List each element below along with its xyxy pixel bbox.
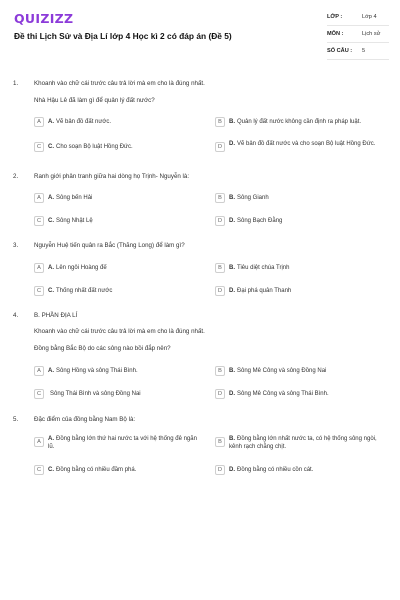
option-text [48, 366, 138, 375]
option-letter-box: B [215, 366, 225, 376]
option-b[interactable] [215, 193, 387, 203]
option-letter-box: A [34, 193, 44, 203]
quizizz-logo: QUIZIZZ [14, 11, 74, 26]
option-label: Tiêu diệt chúa Trịnh [237, 265, 290, 271]
option-label: Sông Mê Công và sông Thái Bình. [237, 391, 329, 397]
option-text [48, 117, 111, 126]
option-label: Sông Hồng và sông Thái Bình. [56, 368, 138, 374]
question-text: Đồng bằng Bắc Bộ do các sông nào bồi đắp nên? [34, 345, 171, 352]
option-text [229, 389, 329, 398]
option-letter-box: B [215, 263, 225, 273]
option-letter: C. [48, 218, 54, 224]
option-letter-box: C [34, 286, 44, 296]
question-text: Nguyễn Huệ tiến quân ra Bắc (Thăng Long) để làm gì? [34, 242, 185, 249]
option-letter-box: D [215, 286, 225, 296]
option-c[interactable] [34, 216, 204, 226]
worksheet-meta [327, 9, 389, 60]
option-d[interactable] [215, 139, 387, 152]
option-label: Vẽ bản đồ đất nước và cho soạn Bộ luật Hồng Đức. [237, 141, 376, 147]
option-a[interactable] [34, 193, 204, 203]
option-text [48, 465, 136, 474]
option-label: Đồng bằng lớn thứ hai nước ta với hệ thống đê ngăn lũ. [48, 436, 197, 450]
option-letter: A. [48, 368, 54, 374]
option-text [229, 263, 289, 272]
option-letter: A. [48, 436, 54, 442]
option-letter: A. [48, 119, 54, 125]
option-letter: A. [48, 195, 54, 201]
option-text [229, 286, 291, 295]
option-a[interactable] [34, 117, 204, 127]
option-letter: D. [229, 218, 235, 224]
option-text [229, 434, 387, 451]
option-letter-box: D [215, 142, 225, 152]
option-letter: C. [48, 467, 54, 473]
meta-label: SỐ CÂU : [327, 48, 353, 54]
option-c[interactable] [34, 465, 204, 475]
option-label: Đồng bằng lớn nhất nước ta, có hệ thống sông ngòi, kênh rạch chằng chịt. [229, 436, 377, 450]
option-text [48, 286, 112, 295]
worksheet-title: Đề thi Lịch Sử và Địa Lí lớp 4 Học kì 2 có đáp án (Đề 5) [14, 31, 232, 41]
option-a[interactable] [34, 434, 204, 451]
option-text [48, 142, 133, 151]
option-letter-box: C [34, 389, 44, 399]
option-text [229, 216, 282, 225]
option-label: Sông Nhật Lệ [56, 218, 93, 224]
option-letter-box: D [215, 216, 225, 226]
option-letter: C. [48, 288, 54, 294]
meta-value: Lớp 4 [362, 14, 377, 20]
option-label: Lên ngôi Hoàng đế [56, 265, 107, 271]
option-letter-box: A [34, 366, 44, 376]
option-c[interactable] [34, 286, 204, 296]
question-instruction: Khoanh vào chữ cái trước câu trả lời mà em cho là đúng nhất. [34, 80, 205, 87]
option-letter-box: C [34, 465, 44, 475]
option-letter: B. [229, 368, 235, 374]
option-letter-box: C [34, 216, 44, 226]
option-text [229, 117, 361, 126]
option-label: Thống nhất đất nước [56, 288, 113, 294]
option-text [48, 263, 107, 272]
meta-label: MÔN : [327, 31, 344, 37]
option-letter: D. [229, 391, 235, 397]
meta-value: 5 [362, 48, 366, 54]
option-d[interactable] [215, 216, 387, 226]
option-text [229, 465, 313, 474]
meta-row-subject [327, 26, 389, 43]
question-text: Ranh giới phân tranh giữa hai dòng họ Trịnh- Nguyễn là: [34, 173, 190, 180]
option-text [48, 193, 92, 202]
option-letter: A. [48, 265, 54, 271]
option-d[interactable] [215, 389, 387, 399]
option-a[interactable] [34, 263, 204, 273]
option-letter-box: C [34, 142, 44, 152]
option-text [229, 139, 375, 148]
option-label: Cho soạn Bộ luật Hồng Đức. [56, 144, 133, 150]
question-text: Nhà Hậu Lê đã làm gì để quản lý đất nước? [34, 97, 155, 104]
option-letter: C. [48, 144, 54, 150]
option-b[interactable] [215, 263, 387, 273]
option-b[interactable] [215, 366, 387, 376]
meta-label: LỚP : [327, 14, 343, 20]
meta-value: Lịch sử [362, 31, 381, 37]
question-number: 3. [13, 242, 19, 249]
option-label: Quản lý đất nước không cần định ra pháp luật. [237, 119, 362, 125]
question-text: Đặc điểm của đồng bằng Nam Bộ là: [34, 416, 136, 423]
option-label: Sông Mê Công và sông Đồng Nai [237, 368, 327, 374]
option-label: Sông bến Hải [56, 195, 93, 201]
option-letter: D. [229, 288, 235, 294]
option-letter-box: D [215, 389, 225, 399]
option-letter: B. [229, 265, 235, 271]
option-text [229, 366, 326, 375]
option-letter-box: A [34, 437, 44, 447]
option-letter-box: B [215, 117, 225, 127]
option-letter-box: A [34, 263, 44, 273]
option-letter-box: B [215, 437, 225, 447]
question-number: 4. [13, 312, 19, 319]
option-label: Đồng bằng có nhiều cồn cát. [237, 467, 314, 473]
option-letter: D. [229, 467, 235, 473]
worksheet-header [0, 0, 400, 62]
question-number: 1. [13, 80, 19, 87]
meta-row-grade [327, 9, 389, 26]
option-c[interactable] [34, 142, 204, 152]
question-instruction: Khoanh vào chữ cái trước câu trả lời mà em cho là đúng nhất. [34, 328, 205, 335]
option-text [48, 434, 204, 451]
option-d[interactable] [215, 286, 387, 296]
option-a[interactable] [34, 366, 204, 376]
option-label: Sông Thái Bình và sông Đồng Nai [50, 391, 141, 397]
option-label: Đồng bằng có nhiều đầm phá. [56, 467, 137, 473]
option-c[interactable] [34, 389, 204, 399]
option-label: Sông Gianh [237, 195, 269, 201]
meta-row-question-count [327, 43, 389, 60]
option-text [48, 389, 141, 398]
option-letter: D. [229, 141, 235, 147]
option-letter: B. [229, 195, 235, 201]
section-heading: B. PHẦN ĐỊA LÍ [34, 312, 78, 319]
option-letter-box: B [215, 193, 225, 203]
question-number: 2. [13, 173, 19, 180]
option-d[interactable] [215, 465, 387, 475]
option-letter-box: D [215, 465, 225, 475]
option-letter: B. [229, 119, 235, 125]
option-label: Đại phá quân Thanh [237, 288, 292, 294]
option-label: Sông Bạch Đằng [237, 218, 283, 224]
option-letter-box: A [34, 117, 44, 127]
option-b[interactable] [215, 117, 387, 127]
option-text [48, 216, 93, 225]
question-number: 5. [13, 416, 19, 423]
option-text [229, 193, 269, 202]
option-label: Vẽ bản đồ đất nước. [56, 119, 111, 125]
option-b[interactable] [215, 434, 387, 451]
option-letter: B. [229, 436, 235, 442]
